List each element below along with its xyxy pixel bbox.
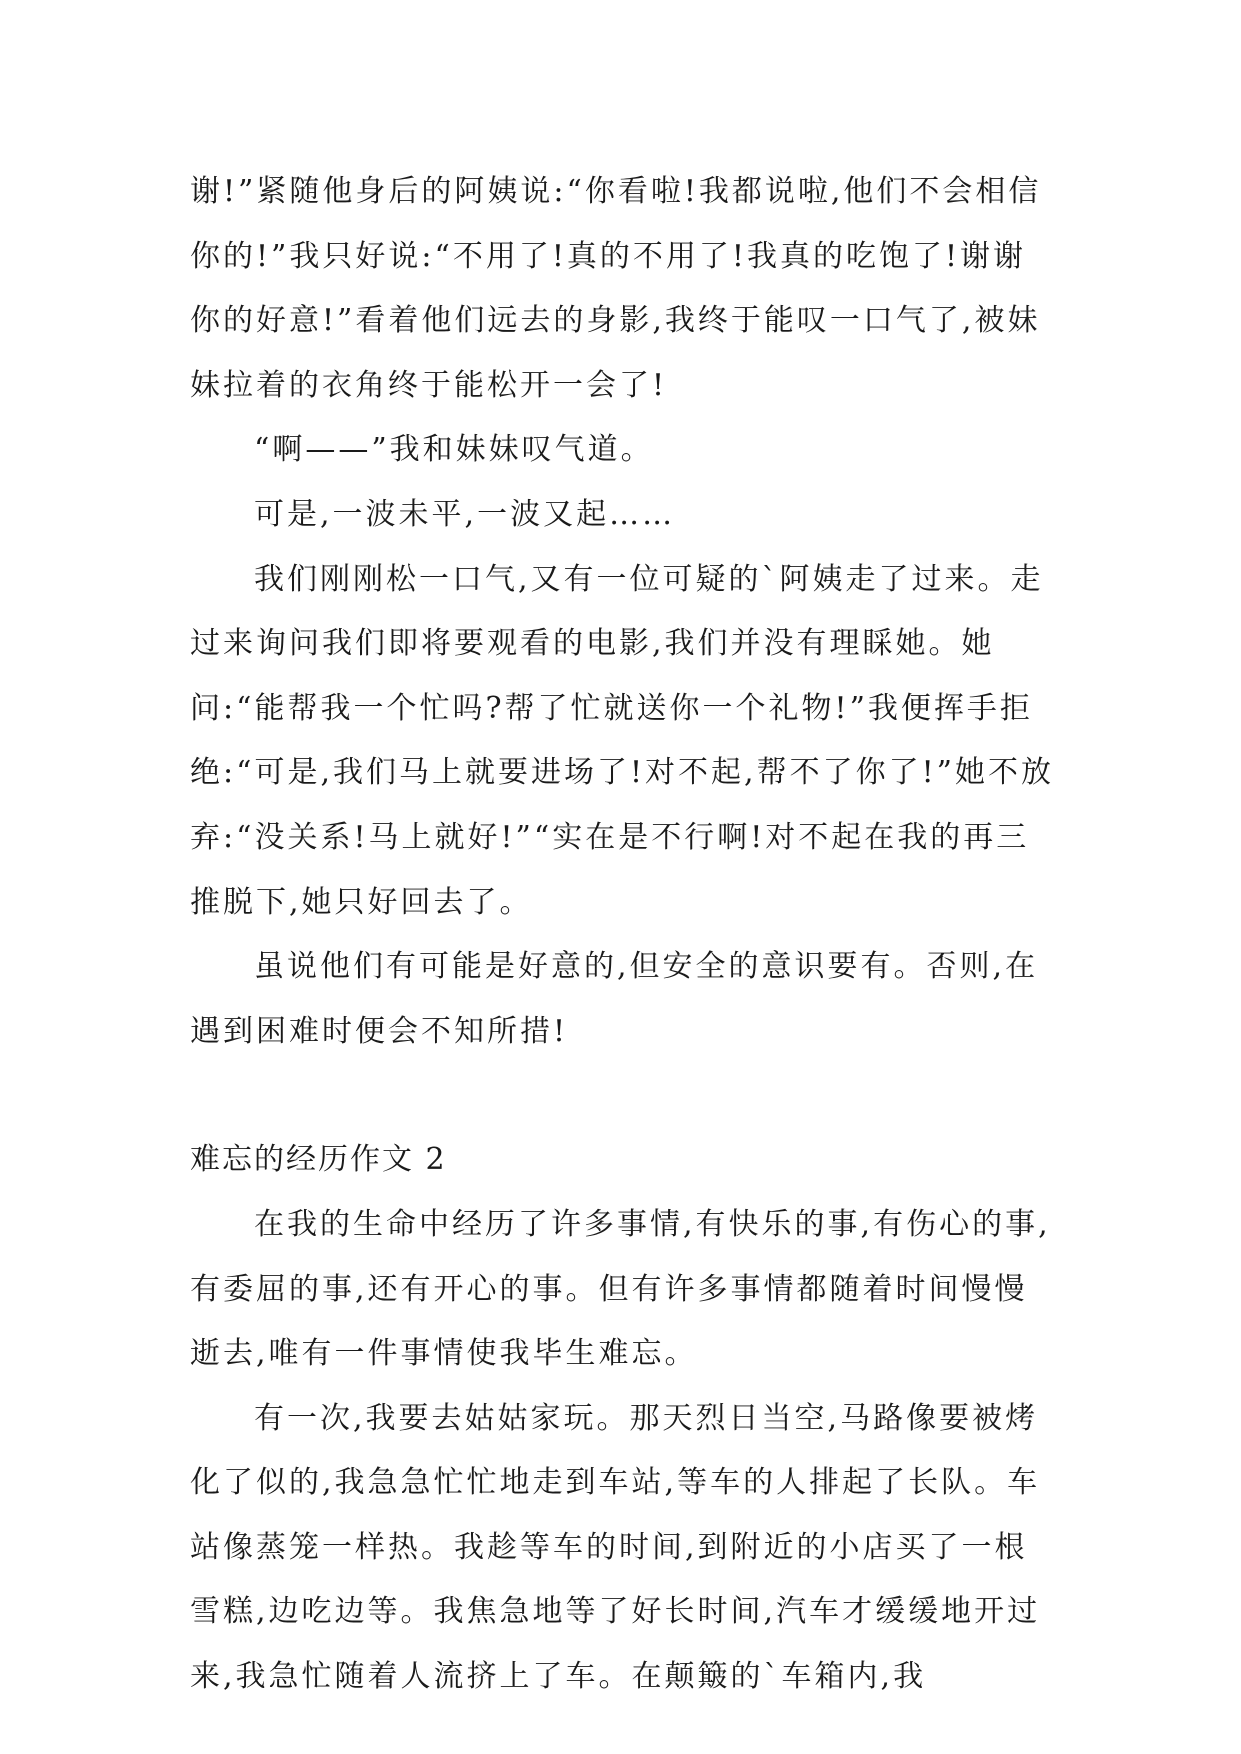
paragraph-safety-conclusion: 虽说他们有可能是好意的,但安全的意识要有。否则,在遇到困难时便会不知所措! — [190, 949, 1039, 1049]
paragraph-sigh: “啊——”我和妹妹叹气道。 — [254, 432, 654, 468]
paragraph-bus-trip: 有一次,我要去姑姑家玩。那天烈日当空,马路像要被烤化了似的,我急急忙忙地走到车站,等车的人排起了长队。车站像蒸笼一样热。我趁等车的时间,到附近的小店买了一根雪糕,边吃边等。我焦急地等了好长时间,汽车才缓缓地开过来,我急忙随着人流挤上了车。在颠簸的`车箱内,我 — [190, 1400, 1041, 1695]
paragraph-another-wave: 可是,一波未平,一波又起…… — [254, 496, 676, 532]
section-spacer — [190, 1064, 1056, 1128]
paragraph-suspicious-aunt: 我们刚刚松一口气,又有一位可疑的`阿姨走了过来。走过来询问我们即将要观看的电影,我们并没有理睬她。她问:“能帮我一个忙吗?帮了忙就送你一个礼物!”我便挥手拒绝:“可是,我们马上就要进场了!对不起,帮不了你了!”她不放弃:“没关系!马上就好!”“实在是不行啊!对不起在我的再三推脱下,她只好回去了。 — [190, 561, 1054, 920]
paragraph-life-experiences: 在我的生命中经历了许多事情,有快乐的事,有伤心的事,有委屈的事,还有开心的事。但有许多事情都随着时间慢慢逝去,唯有一件事情使我毕生难忘。 — [190, 1206, 1051, 1372]
document-body — [190, 160, 1056, 1710]
section-title: 难忘的经历作文 2 — [190, 1142, 447, 1178]
paragraph-continuation: 谢!”紧随他身后的阿姨说:“你看啦!我都说啦,他们不会相信你的!”我只好说:“不用了!真的不用了!我真的吃饱了!谢谢你的好意!”看着他们远去的身影,我终于能叹一口气了,被妹妹拉着的衣角终于能松开一会了! — [190, 174, 1042, 403]
